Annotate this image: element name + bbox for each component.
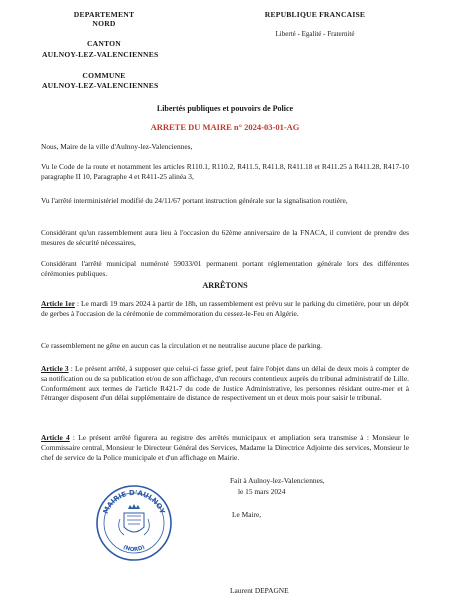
article-3 — [41, 364, 409, 403]
signature-name: Laurent DEPAGNE — [230, 586, 289, 595]
svg-text:MAIRIE D'AULNOY: MAIRIE D'AULNOY — [101, 488, 167, 516]
header-departement: DEPARTEMENT — [73, 10, 135, 19]
header-canton: CANTON — [87, 39, 121, 48]
article-4 — [41, 433, 409, 462]
section-title: Libertés publiques et pouvoirs de Police — [156, 104, 294, 113]
vu-code-route: Vu le Code de la route et notamment les articles R110.1, R110.2, R411.5, R411.8, R411.18 et R411.25 à R411.28, R417-10 paragraphe II 10, Paragraphe 4 et R411-25 alinéa 3, — [41, 162, 409, 181]
header-commune-name: AULNOY-LEZ-VALENCIENNES — [42, 81, 159, 90]
article-1-text: : Le mardi 19 mars 2024 à partir de 18h, un rassemblement est prévu sur le parking du cimetière, pour un dépôt de gerbes à l'occasion de la cérémonie de commémoration du cessez-le-Feu en Algérie. — [41, 299, 409, 318]
header-nord: NORD — [92, 19, 116, 28]
header-canton-name: AULNOY-LEZ-VALENCIENNES — [42, 50, 159, 59]
article-1 — [41, 299, 409, 319]
signature-role: Le Maire, — [232, 510, 262, 519]
considerant-arrete-municipal: Considérant l'arrêté municipal numéroté 59033/01 permanent portant réglementation générale lors des différentes cérémonies publiques. — [41, 259, 409, 278]
svg-text:(NORD): (NORD) — [122, 544, 146, 554]
arretons-heading: ARRÊTONS — [202, 281, 248, 290]
arrete-title: ARRETE DU MAIRE n° 2024-03-01-AG — [150, 122, 300, 132]
article-3-text: : Le présent arrêté, à supposer que celui-ci fasse grief, peut faire l'objet dans un délai de deux mois à compter de sa notification ou de sa publication et/ou de son affichage, d'un recours contentieux auprès du tribunal administratif de Lille. Conformément aux termes de l'article R421-7 du code de Justice Administrative, les personnes résidant outre-mer et à l'étranger disposent d'un délai supplémentaire de distance de respectivement un et deux mois pour saisir le tribunal. — [41, 364, 409, 403]
header-motto: Liberté - Egalité - Fraternité — [275, 30, 355, 38]
intro-line: Nous, Maire de la ville d'Aulnoy-lez-Valenciennes, — [41, 142, 193, 151]
vu-arrete-interministeriel: Vu l'arrêté interministériel modifié du 24/11/67 portant instruction générale sur la signalisation routière, — [41, 196, 348, 205]
municipal-seal-stamp — [94, 483, 174, 563]
article-4-text: : Le présent arrêté figurera au registre des arrêtés municipaux et ampliation sera transmise à : Monsieur le Commissaire central, Monsieur le Directeur Général des Services, Madame la Directrice Adjointe des services, Monsieur le chef de service de la Police municipale et d'un affichage en Mairie. — [41, 433, 410, 462]
header-republique: REPUBLIQUE FRANCAISE — [264, 10, 366, 19]
signature-place: Fait à Aulnoy-lez-Valenciennes, — [230, 476, 325, 485]
article-1-note: Ce rassemblement ne gêne en aucun cas la circulation et ne neutralise aucune place de parking. — [41, 341, 323, 350]
article-4-label: Article 4 — [41, 433, 70, 442]
considerant-rassemblement: Considérant qu'un rassemblement aura lieu à l'occasion du 62ème anniversaire de la FNACA, il convient de prendre des mesures de sécurité nécessaires, — [41, 228, 409, 247]
article-3-label: Article 3 — [41, 364, 69, 373]
article-1-label: Article 1er — [41, 299, 75, 308]
signature-date: le 15 mars 2024 — [238, 487, 286, 496]
header-commune: COMMUNE — [82, 71, 126, 80]
